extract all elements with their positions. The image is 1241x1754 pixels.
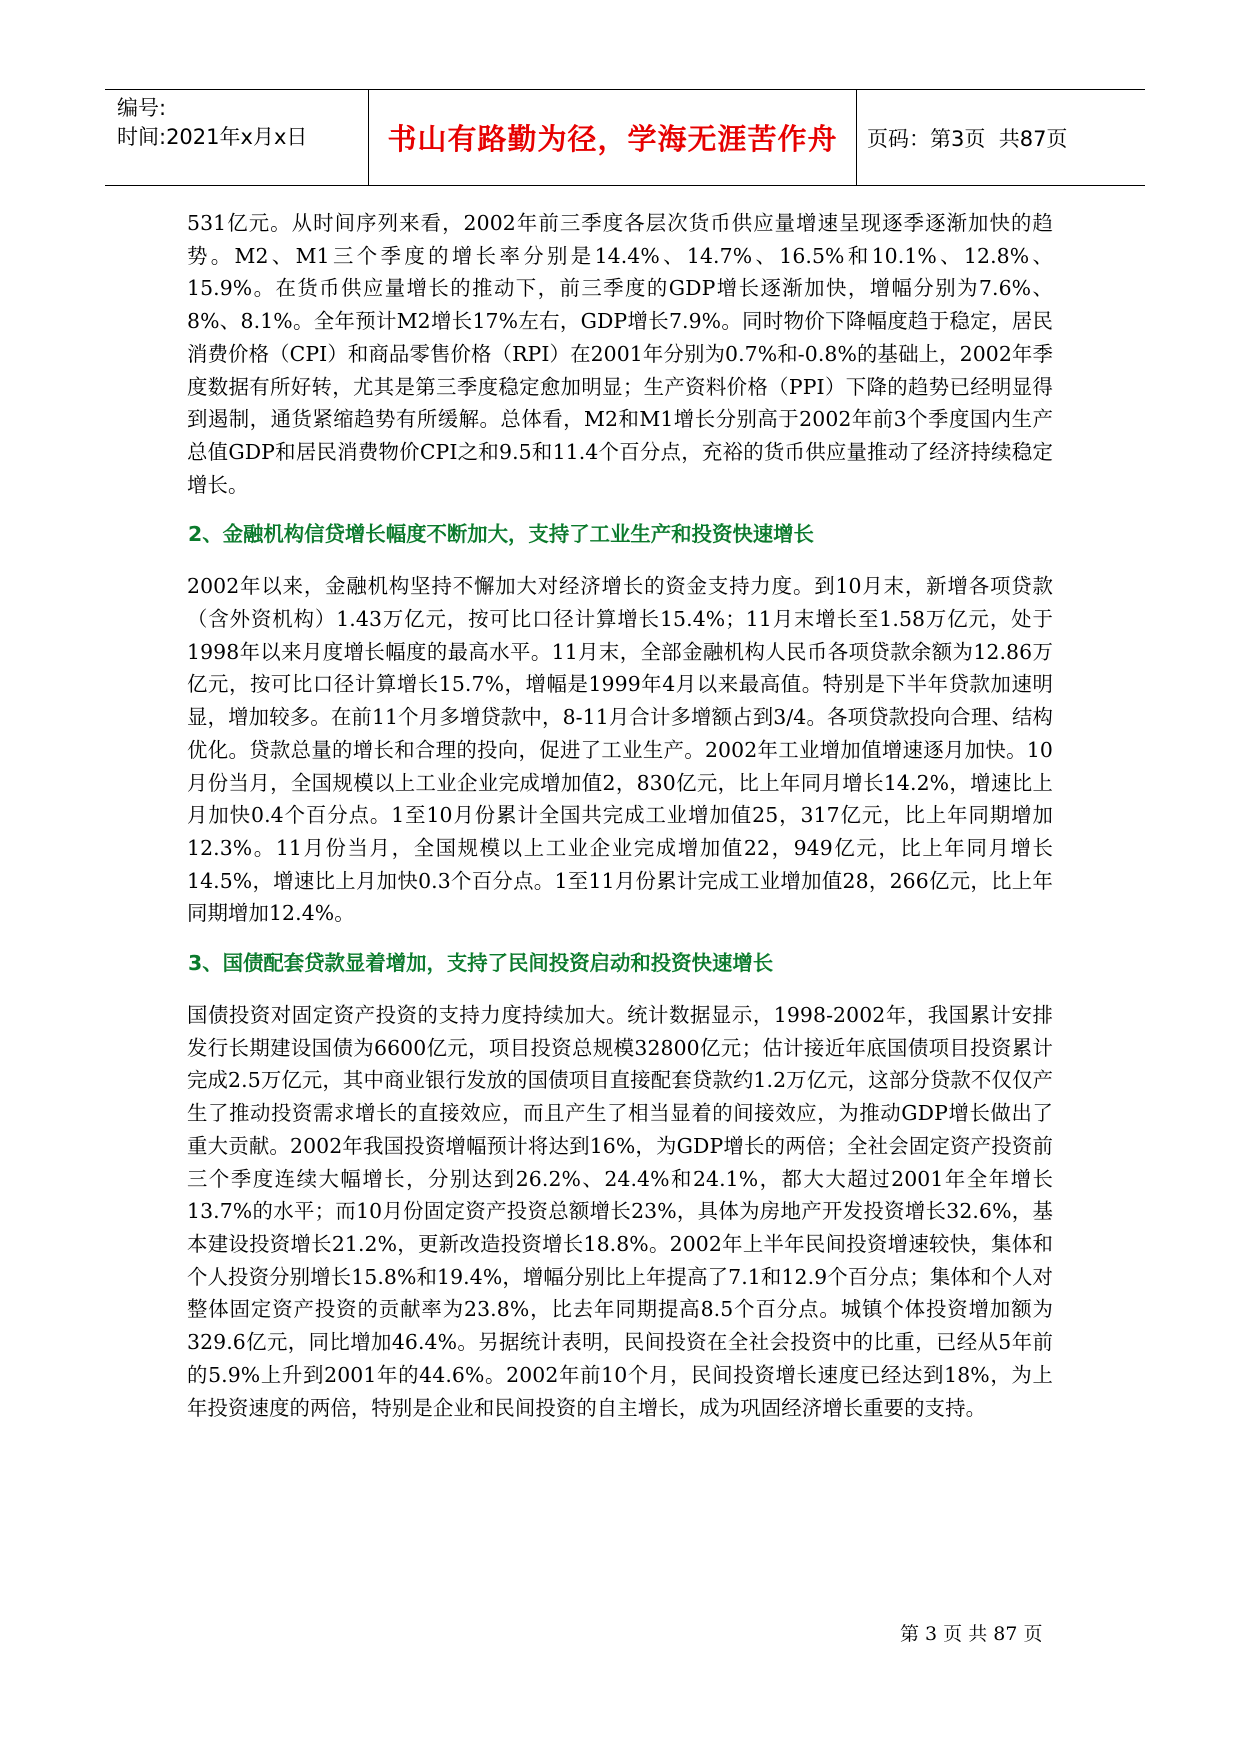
paragraph-money-supply: 531亿元。从时间序列来看，2002年前三季度各层次货币供应量增速呈现逐季逐渐加快的趋势。M2、M1三个季度的增长率分别是14.4%、14.7%、16.5%和10.1%、12.8%、15.9%。在货币供应量增长的推动下，前三季度的GDP增长逐渐加快，增幅分别为7.6%、8%、8.1%。全年预计M2增长17%左右，GDP增长7.9%。同时物价下降幅度趋于稳定，居民消费价格（CPI）和商品零售价格（RPI）在2001年分别为0.7%和-0.8%的基础上，2002年季度数据有所好转，尤其是第三季度稳定愈加明显；生产资料价格（PPI）下降的趋势已经明显得到遏制，通货紧缩趋势有所缓解。总体看，M2和M1增长分别高于2002年前3个季度国内生产总值GDP和居民消费物价CPI之和9.5和11.4个百分点，充裕的货币供应量推动了经济持续稳定增长。 — [187, 211, 1053, 497]
page-footer: 第 3 页 共 87 页 — [900, 1623, 1043, 1645]
document-number-label: 编号: — [117, 96, 167, 120]
document-body — [187, 207, 1053, 1424]
paragraph-treasury-loans: 国债投资对固定资产投资的支持力度持续加大。统计数据显示，1998-2002年，我国累计安排发行长期建设国债为6600亿元，项目投资总规模32800亿元；估计接近年底国债项目投资累计完成2.5万亿元，其中商业银行发放的国债项目直接配套贷款约1.2万亿元，这部分贷款不仅仅产生了推动投资需求增长的直接效应，而且产生了相当显着的间接效应，为推动GDP增长做出了重大贡献。2002年我国投资增幅预计将达到16%，为GDP增长的两倍；全社会固定资产投资前三个季度连续大幅增长，分别达到26.2%、24.4%和24.1%，都大大超过2001年全年增长13.7%的水平；而10月份固定资产投资总额增长23%，具体为房地产开发投资增长32.6%，基本建设投资增长21.2%，更新改造投资增长18.8%。2002年上半年民间投资增速较快，集体和个人投资分别增长15.8%和19.4%，增幅分别比上年提高了7.1和12.9个百分点；集体和个人对整体固定资产投资的贡献率为23.8%，比去年同期提高8.5个百分点。城镇个体投资增加额为329.6亿元，同比增加46.4%。另据统计表明，民间投资在全社会投资中的比重，已经从5年前的5.9%上升到2001年的44.6%。2002年前10个月，民间投资增长速度已经达到18%，为上年投资速度的两倍，特别是企业和民间投资的自主增长，成为巩固经济增长重要的支持。 — [187, 1003, 1053, 1420]
page-header — [105, 89, 1145, 186]
header-motto: 书山有路勤为径，学海无涯苦作舟 — [387, 122, 838, 156]
section-heading-treasury-loans: 3、国债配套贷款显着增加，支持了民间投资启动和投资快速增长 — [188, 951, 774, 976]
header-divider-right — [856, 90, 857, 185]
header-meta — [117, 94, 367, 152]
document-time-label: 时间:2021年x月x日 — [117, 125, 308, 149]
paragraph-credit-growth: 2002年以来，金融机构坚持不懈加大对经济增长的资金支持力度。到10月末，新增各项贷款（含外资机构）1.43万亿元，按可比口径计算增长15.4%；11月末增长至1.58万亿元，处于1998年以来月度增长幅度的最高水平。11月末，全部金融机构人民币各项贷款余额为12.86万亿元，按可比口径计算增长15.7%，增幅是1999年4月以来最高值。特别是下半年贷款加速明显，增加较多。在前11个月多增贷款中，8-11月合计多增额占到3/4。各项贷款投向合理、结构优化。贷款总量的增长和合理的投向，促进了工业生产。2002年工业增加值增速逐月加快。10月份当月，全国规模以上工业企业完成增加值2，830亿元，比上年同月增长14.2%，增速比上月加快0.4个百分点。1至10月份累计全国共完成工业增加值25，317亿元，比上年同期增加12.3%。11月份当月，全国规模以上工业企业完成增加值22，949亿元，比上年同月增长14.5%，增速比上月加快0.3个百分点。1至11月份累计完成工业增加值28，266亿元，比上年同期增加12.4%。 — [187, 574, 1053, 926]
section-heading-credit-growth: 2、金融机构信贷增长幅度不断加大，支持了工业生产和投资快速增长 — [188, 522, 814, 547]
header-page-code: 页码：第3页 共87页 — [867, 126, 1068, 151]
